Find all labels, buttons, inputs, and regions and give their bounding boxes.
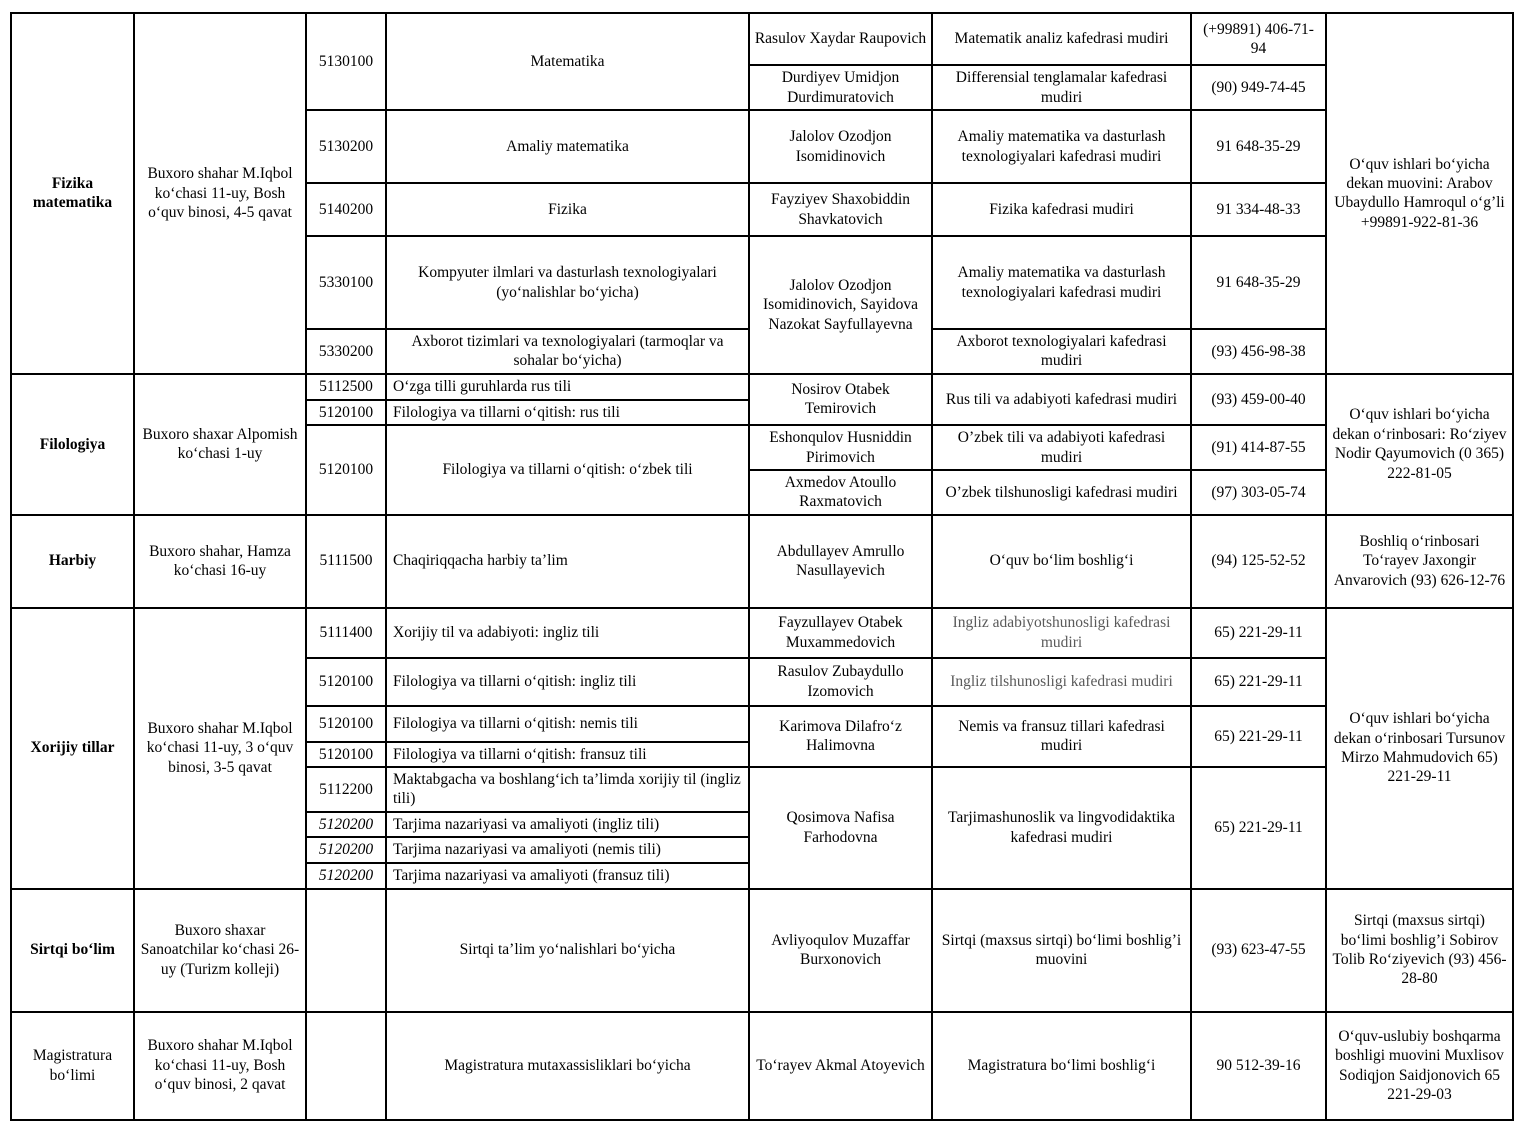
position-title: Amaliy matematika va dasturlash texnologiyalari kafedrasi mudiri	[932, 236, 1191, 329]
position-title: Fizika kafedrasi mudiri	[932, 183, 1191, 236]
program-name: Fizika	[386, 183, 749, 236]
contact-person: Jalolov Ozodjon Isomidinovich	[749, 110, 932, 183]
program-name: Sirtqi ta’lim yo‘nalishlari bo‘yicha	[386, 889, 749, 1012]
faculty-contacts-table	[10, 12, 1514, 1121]
program-name: Chaqiriqqacha harbiy ta’lim	[386, 515, 749, 608]
program-name: Magistratura mutaxassisliklari bo‘yicha	[386, 1012, 749, 1120]
phone-number: (94) 125-52-52	[1191, 515, 1326, 608]
program-name: Tarjima nazariyasi va amaliyoti (nemis tili)	[386, 837, 749, 862]
program-name: Filologiya va tillarni o‘qitish: o‘zbek tili	[386, 425, 749, 515]
dean-info: O‘quv ishlari bo‘yicha dekan o‘rinbosari: Ro‘ziyev Nodir Qayumovich (0 365) 222-81-05	[1326, 374, 1513, 515]
contact-person: Nosirov Otabek Temirovich	[749, 374, 932, 425]
phone-number: 65) 221-29-11	[1191, 767, 1326, 889]
contact-person: Qosimova Nafisa Farhodovna	[749, 767, 932, 889]
position-title: Differensial tenglamalar kafedrasi mudiri	[932, 65, 1191, 110]
phone-number: 91 334-48-33	[1191, 183, 1326, 236]
table-row	[11, 1012, 1513, 1120]
contact-person: Axmedov Atoullo Raxmatovich	[749, 470, 932, 515]
position-title: Sirtqi (maxsus sirtqi) bo‘limi boshlig’i muovini	[932, 889, 1191, 1012]
faculty-address: Buxoro shahar M.Iqbol ko‘chasi 11-uy, 3 o‘quv binosi, 3-5 qavat	[134, 608, 306, 889]
contact-person: Karimova Dilafro‘z Halimovna	[749, 706, 932, 767]
faculty-name: Sirtqi bo‘lim	[11, 889, 134, 1012]
program-name: Filologiya va tillarni o‘qitish: fransuz tili	[386, 742, 749, 767]
contact-person: Jalolov Ozodjon Isomidinovich, Sayidova Nazokat Sayfullayevna	[749, 236, 932, 374]
table-row	[11, 608, 1513, 658]
position-title: Amaliy matematika va dasturlash texnologiyalari kafedrasi mudiri	[932, 110, 1191, 183]
contact-person: Abdullayev Amrullo Nasullayevich	[749, 515, 932, 608]
program-name: Xorijiy til va adabiyoti: ingliz tili	[386, 608, 749, 658]
phone-number: 91 648-35-29	[1191, 110, 1326, 183]
faculty-address: Buxoro shahar, Hamza ko‘chasi 16-uy	[134, 515, 306, 608]
phone-number: (90) 949-74-45	[1191, 65, 1326, 110]
position-title: Rus tili va adabiyoti kafedrasi mudiri	[932, 374, 1191, 425]
position-title: Tarjimashunoslik va lingvodidaktika kafedrasi mudiri	[932, 767, 1191, 889]
program-name: Tarjima nazariyasi va amaliyoti (fransuz tili)	[386, 863, 749, 889]
program-name: Matematika	[386, 13, 749, 110]
table-row	[11, 374, 1513, 400]
dean-info: O‘quv ishlari bo‘yicha dekan muovini: Arabov Ubaydullo Hamroqul o‘g’li +99891-922-81-36	[1326, 13, 1513, 374]
contact-person: Durdiyev Umidjon Durdimuratovich	[749, 65, 932, 110]
program-name: Axborot tizimlari va texnologiyalari (tarmoqlar va sohalar bo‘yicha)	[386, 329, 749, 374]
position-title: O’zbek tili va adabiyoti kafedrasi mudiri	[932, 425, 1191, 470]
contact-person: Fayziyev Shaxobiddin Shavkatovich	[749, 183, 932, 236]
faculty-name: Xorijiy tillar	[11, 608, 134, 889]
table-row	[11, 13, 1513, 65]
program-name: Filologiya va tillarni o‘qitish: ingliz tili	[386, 658, 749, 706]
phone-number: (93) 456-98-38	[1191, 329, 1326, 374]
phone-number: 90 512-39-16	[1191, 1012, 1326, 1120]
phone-number: 65) 221-29-11	[1191, 706, 1326, 767]
program-code: 5120100	[306, 658, 386, 706]
program-code	[306, 889, 386, 1012]
program-code: 5330100	[306, 236, 386, 329]
phone-number: 65) 221-29-11	[1191, 658, 1326, 706]
position-title: Axborot texnologiyalari kafedrasi mudiri	[932, 329, 1191, 374]
dean-info: O‘quv ishlari bo‘yicha dekan o‘rinbosari Tursunov Mirzo Mahmudovich 65) 221-29-11	[1326, 608, 1513, 889]
program-name: Filologiya va tillarni o‘qitish: rus tili	[386, 400, 749, 425]
faculty-address: Buxoro shaxar Alpomish ko‘chasi 1-uy	[134, 374, 306, 515]
table-row	[11, 515, 1513, 608]
phone-number: (93) 623-47-55	[1191, 889, 1326, 1012]
program-name: Filologiya va tillarni o‘qitish: nemis tili	[386, 706, 749, 742]
phone-number: (91) 414-87-55	[1191, 425, 1326, 470]
program-code: 5120100	[306, 400, 386, 425]
contact-person: Rasulov Zubaydullo Izomovich	[749, 658, 932, 706]
dean-info: O‘quv-uslubiy boshqarma boshligi muovini Muxlisov Sodiqjon Saidjonovich 65 221-29-03	[1326, 1012, 1513, 1120]
faculty-name: Magistratura bo‘limi	[11, 1012, 134, 1120]
program-name: Amaliy matematika	[386, 110, 749, 183]
program-code: 5330200	[306, 329, 386, 374]
program-code: 5120100	[306, 425, 386, 515]
phone-number: (+99891) 406-71-94	[1191, 13, 1326, 65]
phone-number: 91 648-35-29	[1191, 236, 1326, 329]
contact-person: Eshonqulov Husniddin Pirimovich	[749, 425, 932, 470]
program-name: Maktabgacha va boshlang‘ich ta’limda xorijiy til (ingliz tili)	[386, 767, 749, 812]
faculty-name: Harbiy	[11, 515, 134, 608]
faculty-address: Buxoro shaxar Sanoatchilar ko‘chasi 26-uy (Turizm kolleji)	[134, 889, 306, 1012]
phone-number: (93) 459-00-40	[1191, 374, 1326, 425]
program-code: 5111500	[306, 515, 386, 608]
program-code: 5111400	[306, 608, 386, 658]
program-name: Tarjima nazariyasi va amaliyoti (ingliz tili)	[386, 812, 749, 837]
position-title: O’zbek tilshunosligi kafedrasi mudiri	[932, 470, 1191, 515]
faculty-address: Buxoro shahar M.Iqbol ko‘chasi 11-uy, Bosh o‘quv binosi, 2 qavat	[134, 1012, 306, 1120]
program-name: Kompyuter ilmlari va dasturlash texnologiyalari (yo‘nalishlar bo‘yicha)	[386, 236, 749, 329]
program-code: 5130100	[306, 13, 386, 110]
contact-person: Fayzullayev Otabek Muxammedovich	[749, 608, 932, 658]
program-code: 5140200	[306, 183, 386, 236]
faculty-name: Filologiya	[11, 374, 134, 515]
table-row	[11, 889, 1513, 1012]
dean-info: Boshliq o‘rinbosari To‘rayev Jaxongir Anvarovich (93) 626-12-76	[1326, 515, 1513, 608]
dean-info: Sirtqi (maxsus sirtqi) bo‘limi boshlig’i Sobirov Tolib Ro‘ziyevich (93) 456-28-80	[1326, 889, 1513, 1012]
program-name: O‘zga tilli guruhlarda rus tili	[386, 374, 749, 400]
position-title: Matematik analiz kafedrasi mudiri	[932, 13, 1191, 65]
program-code: 5120200	[306, 863, 386, 889]
program-code: 5120100	[306, 742, 386, 767]
program-code: 5120200	[306, 837, 386, 862]
contact-person: Avliyoqulov Muzaffar Burxonovich	[749, 889, 932, 1012]
position-title: Ingliz adabiyotshunosligi kafedrasi mudiri	[932, 608, 1191, 658]
phone-number: 65) 221-29-11	[1191, 608, 1326, 658]
contact-person: To‘rayev Akmal Atoyevich	[749, 1012, 932, 1120]
program-code: 5120200	[306, 812, 386, 837]
position-title: O‘quv bo‘lim boshlig‘i	[932, 515, 1191, 608]
program-code: 5112500	[306, 374, 386, 400]
contact-person: Rasulov Xaydar Raupovich	[749, 13, 932, 65]
position-title: Ingliz tilshunosligi kafedrasi mudiri	[932, 658, 1191, 706]
position-title: Magistratura bo‘limi boshlig‘i	[932, 1012, 1191, 1120]
faculty-address: Buxoro shahar M.Iqbol ko‘chasi 11-uy, Bosh o‘quv binosi, 4-5 qavat	[134, 13, 306, 374]
program-code: 5120100	[306, 706, 386, 742]
phone-number: (97) 303-05-74	[1191, 470, 1326, 515]
program-code: 5112200	[306, 767, 386, 812]
program-code	[306, 1012, 386, 1120]
position-title: Nemis va fransuz tillari kafedrasi mudiri	[932, 706, 1191, 767]
faculty-name: Fizika matematika	[11, 13, 134, 374]
program-code: 5130200	[306, 110, 386, 183]
